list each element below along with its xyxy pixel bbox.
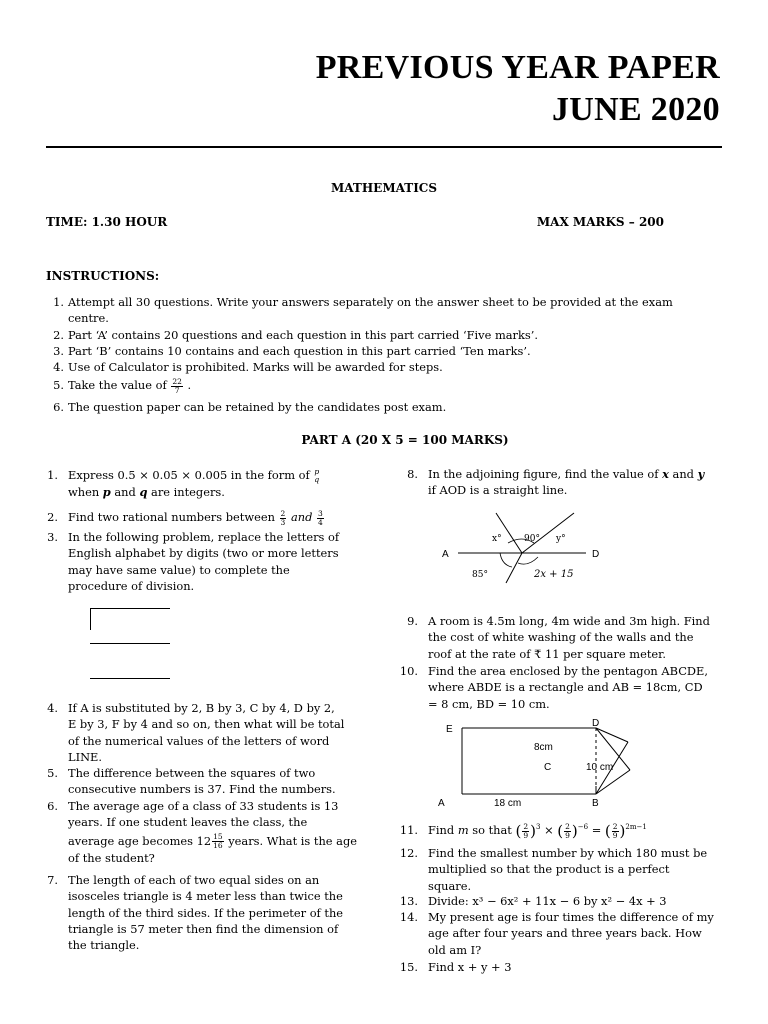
fraction: [280, 510, 287, 527]
ray-2: [522, 513, 574, 553]
label-expr: 2x + 15: [534, 569, 574, 580]
question-number: 1.: [47, 468, 58, 482]
question-line: The average age of a class of 33 students is 13: [68, 799, 339, 813]
question-line: multiplied so that the product is a perfect: [428, 862, 670, 877]
max-marks-label: MAX MARKS – 200: [536, 215, 664, 229]
question-line: English alphabet by digits (two or more letters: [68, 546, 339, 561]
division-line-1: [90, 643, 170, 644]
fraction: [564, 823, 571, 840]
question-number: 12.: [399, 846, 418, 860]
question-line: The difference between the squares of two: [68, 766, 316, 780]
division-bracket: [90, 608, 91, 630]
question-line: In the following problem, replace the letters of: [68, 530, 340, 544]
angle-figure: [438, 505, 618, 585]
fraction-denominator: 3: [280, 517, 286, 527]
fraction: [314, 468, 319, 484]
paren-open: (: [604, 821, 611, 840]
question-text: [68, 798, 368, 866]
question-number: 3.: [47, 530, 58, 544]
label-a: A: [442, 549, 449, 560]
question-text-part: when: [68, 485, 100, 499]
question-line: age after four years and three years back. How: [428, 926, 702, 941]
fraction-numerator: 22: [172, 376, 182, 386]
question-line: of the student?: [68, 851, 155, 866]
fraction-numerator: 2: [523, 821, 529, 831]
item-number: 3.: [53, 344, 64, 358]
subject-heading: MATHEMATICS: [330, 181, 438, 195]
pentagon-figure: [430, 718, 640, 812]
question-text: [68, 509, 325, 527]
question-line: where ABDE is a rectangle and AB = 18cm, CD: [428, 680, 703, 695]
question-line: If A is substituted by 2, B by 3, C by 4, D by 2,: [68, 701, 335, 715]
item-number: 2.: [53, 328, 64, 342]
item-text: [68, 294, 734, 327]
question-text: [428, 845, 728, 894]
fraction: [212, 833, 224, 850]
fraction-denominator: 9: [523, 830, 529, 840]
time-label: TIME: 1.30 HOUR: [46, 215, 168, 229]
question-text-part: Find: [428, 823, 455, 837]
exponent: −6: [577, 823, 589, 832]
question-line: My present age is four times the difference of my: [428, 910, 714, 924]
question-number: 11.: [399, 823, 418, 837]
fraction-denominator: 9: [565, 830, 570, 840]
question-text: [68, 529, 368, 594]
label-eightyfive: 85°: [472, 570, 488, 580]
question-line: procedure of division.: [68, 578, 195, 593]
question-line: Find the smallest number by which 180 must be: [428, 846, 708, 860]
question-text: [428, 822, 728, 840]
question-text: [68, 700, 368, 765]
question-number: 9.: [407, 614, 418, 628]
question-line: E by 3, F by 4 and so on, then what will be total: [68, 717, 345, 732]
arc-eightyfive: [500, 553, 512, 567]
division-bar: [90, 608, 170, 609]
question-line: roof at the rate of ₹ 11 per square meter.: [428, 646, 666, 661]
variable-p: p: [102, 485, 111, 499]
question-line: consecutive numbers is 37. Find the numbers.: [68, 782, 336, 797]
ray-3: [506, 553, 522, 583]
question-text-part: and: [114, 485, 136, 499]
item-text: Use of Calculator is prohibited. Marks will be awarded for steps.: [68, 360, 443, 374]
fraction-numerator: 2: [565, 821, 570, 831]
variable-y: y: [697, 467, 705, 481]
question-number: 4.: [47, 701, 58, 715]
paren-open: (: [557, 821, 564, 840]
question-text-part: and: [672, 467, 694, 481]
item-number: 4.: [53, 360, 64, 374]
question-text: [68, 467, 368, 500]
arc-expr: [518, 557, 538, 564]
item-text: Part ‘B’ contains 10 contains and each question in this part carried ‘Ten marks’.: [68, 344, 531, 358]
question-text-part: are integers.: [151, 485, 225, 499]
label-c: C: [544, 762, 552, 773]
fraction-numerator: 15: [213, 832, 223, 842]
question-line: A room is 4.5m long, 4m wide and 3m high. Find: [428, 614, 710, 628]
label-e: E: [446, 724, 453, 735]
header-rule: [46, 146, 722, 148]
question-line: square.: [428, 878, 472, 893]
question-line: length of the third sides. If the perimeter of the: [68, 905, 344, 920]
question-line: triangle is 57 meter then find the dimension of: [68, 921, 339, 936]
ray-1: [496, 513, 522, 553]
label-ab: 18 cm: [494, 798, 522, 809]
question-line: may have same value) to complete the: [68, 562, 290, 577]
question-line: [68, 833, 357, 851]
item-number: 5.: [53, 378, 64, 392]
fraction-denominator: 9: [612, 830, 618, 840]
question-text: [68, 765, 368, 798]
item-text: The question paper can be retained by the candidates post exam.: [68, 400, 447, 414]
instructions-heading: INSTRUCTIONS:: [46, 269, 160, 283]
variable-m: m: [457, 823, 469, 837]
fraction: [171, 378, 183, 395]
instruction-line: Attempt all 30 questions. Write your answers separately on the answer sheet to be provided at the exam: [68, 295, 673, 309]
label-bd: 10 cm: [586, 762, 614, 773]
question-line: years. If one student leaves the class, the: [68, 815, 308, 830]
instruction-text: Take the value of: [68, 378, 167, 392]
question-text-part: so that: [472, 823, 512, 837]
question-line: the triangle.: [68, 938, 140, 953]
question-number: 15.: [399, 960, 418, 974]
fraction-denominator: 7: [174, 385, 180, 395]
question-line: isosceles triangle is 4 meter less than twice the: [68, 889, 343, 904]
label-d: D: [592, 718, 600, 729]
title-line-1: PREVIOUS YEAR PAPER: [315, 49, 720, 86]
question-text: [428, 466, 728, 499]
fraction: [612, 823, 619, 840]
fraction-numerator: 2: [280, 508, 286, 518]
question-text: [428, 909, 728, 958]
division-figure: [60, 596, 180, 700]
question-text: Divide: x³ − 6x² + 11x − 6 by x² − 4x + 3: [428, 894, 667, 908]
question-number: 14.: [399, 910, 418, 924]
edge-bc: [596, 770, 630, 794]
question-number: 8.: [407, 467, 418, 481]
paren-open: (: [515, 821, 522, 840]
label-d: D: [592, 549, 600, 560]
question-number: 10.: [399, 664, 418, 678]
question-line: The length of each of two equal sides on an: [68, 873, 320, 887]
part-a-heading: PART A (20 X 5 = 100 MARKS): [301, 433, 509, 447]
fraction: [317, 510, 324, 527]
variable-q: q: [139, 485, 148, 499]
exponent: 2m−1: [625, 823, 647, 832]
question-text: [428, 613, 728, 662]
instruction-line: centre.: [68, 311, 109, 326]
operator: =: [591, 823, 602, 837]
item-number: 6.: [53, 400, 64, 414]
question-text: Find x + y + 3: [428, 960, 512, 974]
title-line-2: JUNE 2020: [552, 91, 720, 128]
question-line: LINE.: [68, 749, 102, 764]
paren-close: ): [530, 821, 536, 840]
question-line: the cost of white washing of the walls and the: [428, 630, 694, 645]
question-text-part: average age becomes 12: [68, 833, 212, 848]
label-a: A: [438, 798, 445, 809]
item-text: Part ‘A’ contains 20 questions and each question in this part carried ‘Five marks’.: [68, 328, 538, 342]
question-number: 6.: [47, 799, 58, 813]
question-number: 7.: [47, 873, 58, 887]
division-line-2: [90, 678, 170, 679]
question-text-part: Find two rational numbers between: [68, 510, 275, 524]
fraction-denominator: q: [314, 475, 320, 484]
fraction-numerator: p: [314, 467, 320, 476]
question-line: Find the area enclosed by the pentagon ABCDE,: [428, 664, 708, 678]
label-y: y°: [556, 534, 566, 544]
item-number: 1.: [53, 295, 64, 309]
label-cd: 8cm: [534, 742, 553, 753]
instruction-tail: .: [187, 378, 192, 392]
fraction-numerator: 3: [317, 508, 323, 518]
label-x: x°: [492, 534, 502, 544]
fraction-denominator: 16: [213, 841, 223, 851]
question-line: if AOD is a straight line.: [428, 483, 568, 498]
question-text-part: Express 0.5 × 0.05 × 0.005 in the form of: [68, 468, 310, 482]
edge-dc-outer: [596, 728, 628, 742]
question-text-part: In the adjoining figure, find the value of: [428, 467, 659, 481]
question-line: = 8 cm, BD = 10 cm.: [428, 696, 550, 711]
label-b: B: [592, 798, 599, 809]
question-number: 13.: [399, 894, 418, 908]
question-line: of the numerical values of the letters of word: [68, 733, 330, 748]
fraction-numerator: 2: [612, 821, 618, 831]
question-line: old am I?: [428, 942, 482, 957]
paren-close: ): [571, 821, 578, 840]
item-text: [68, 377, 191, 395]
variable-x: x: [662, 467, 669, 481]
fraction-denominator: 4: [317, 517, 323, 527]
operator: ×: [544, 823, 554, 837]
question-number: 2.: [47, 510, 58, 524]
label-ninety: 90°: [524, 534, 540, 544]
question-text-part: years. What is the age: [228, 833, 357, 848]
exponent: 3: [535, 823, 541, 832]
question-number: 5.: [47, 766, 58, 780]
question-text: [428, 663, 728, 712]
question-text: [68, 872, 368, 953]
paren-close: ): [619, 821, 626, 840]
fraction: [522, 823, 529, 840]
question-text-part: and: [290, 510, 313, 524]
